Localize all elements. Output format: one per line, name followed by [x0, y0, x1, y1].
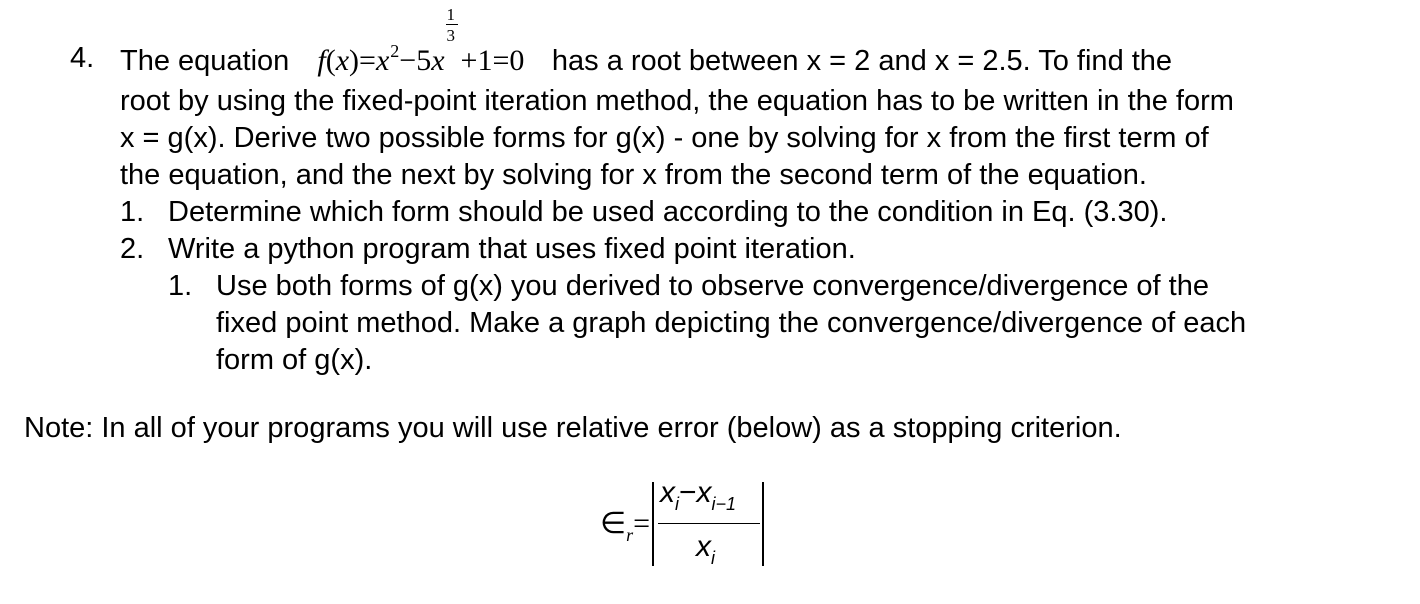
formula-lhs: $\in_r=$ [600, 507, 651, 545]
list-subitem-1: 1. Use both forms of g(x) you derived to observe convergence/divergence of the fixed point method. Make a graph depicting the convergence/divergence of each form of g(x). [168, 270, 1247, 376]
problem-line-2: root by using the fixed-point iteration method, the equation has to be written in the form [120, 85, 1234, 117]
problem-line-1 [120, 5, 1390, 83]
fraction-exponent: $\frac{1}{3}$ [445, 40, 461, 70]
equation: $f(x)=x^2-5x$ $\frac{1}{3}$ +1=0 [317, 5, 525, 77]
list-item-2: 2. Write a python program that uses fixed point iteration. [120, 233, 856, 265]
list-item-1: 1. Determine which form should be used according to the condition in Eq. (3.30). [120, 196, 1168, 228]
relative-error-formula [596, 476, 776, 568]
problem-4 [70, 5, 1390, 379]
formula-numerator: $x_i-x_{i-1}$ [660, 476, 737, 514]
problem-line-4: the equation, and the next by solving for x from the second term of the equation. [120, 159, 1147, 191]
abs-bar-left [652, 482, 654, 566]
intro-text-after: has a root between x = 2 and x = 2.5. To find the [551, 45, 1173, 77]
abs-bar-right [762, 482, 764, 566]
problem-line-3: x = g(x). Derive two possible forms for g(x) - one by solving for x from the first term of [120, 122, 1209, 154]
note-text: Note: In all of your programs you will use relative error (below) as a stopping criterion. [24, 412, 1122, 444]
problem-number: 4. [70, 42, 95, 74]
fraction-bar [658, 523, 760, 524]
formula-denominator: $x_i$ [696, 530, 715, 568]
intro-text: The equation [120, 45, 290, 77]
problem-body [120, 5, 1390, 379]
